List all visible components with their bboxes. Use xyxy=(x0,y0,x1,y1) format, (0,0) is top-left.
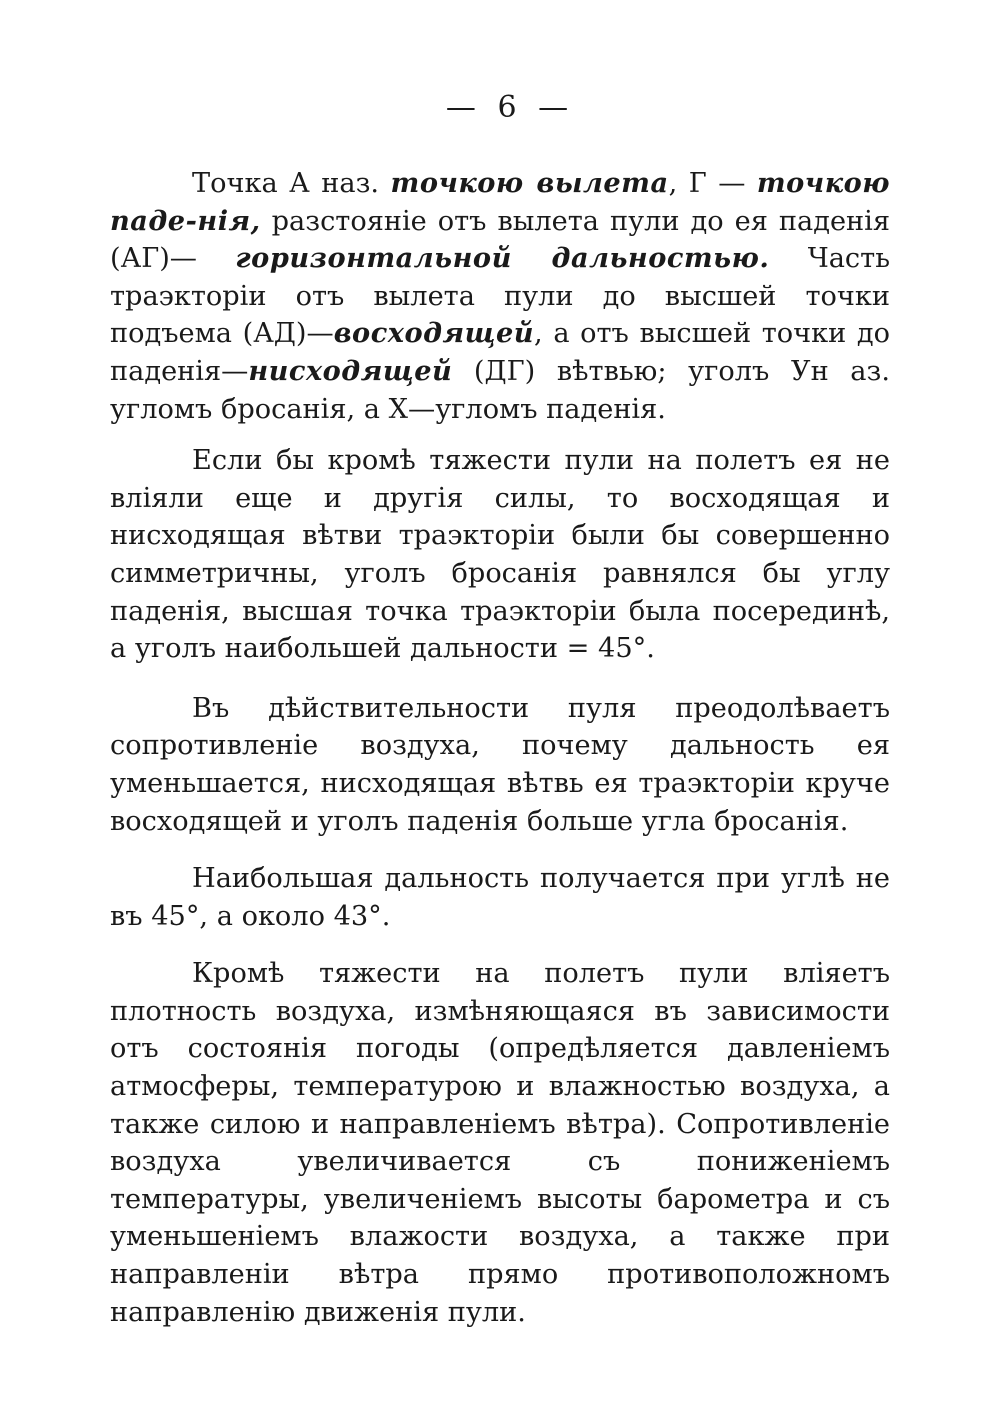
text-run: Въ дѣйствительности пуля преодолѣваетъ сопротивленіе воздуха, почему дальность ея уменьшается, нисходящая вѣтвь ея траэкторіи круче восходящей и уголъ паденія больше угла бросанія. xyxy=(110,692,890,837)
text-run: разстояніе отъ вылета пули до ея паденія (АГ)— xyxy=(110,205,890,275)
emphasis-term: горизонтальной дальностью. xyxy=(235,242,770,275)
text-run: , Г — xyxy=(668,168,757,199)
text-run: Наибольшая дальность получается при углѣ не въ 45°, а около 43°. xyxy=(110,863,890,932)
page-number: — 6 — xyxy=(445,90,575,125)
body-text xyxy=(110,165,890,1346)
emphasis-term: точкою вылета xyxy=(390,167,669,199)
emphasis-term: точкою паде-нія, xyxy=(110,167,890,237)
paragraph-1 xyxy=(110,165,890,428)
text-run: , а отъ высшей точки до паденія— xyxy=(110,318,890,387)
text-run: Если бы кромѣ тяжести пули на полетъ ея не вліяли еще и другія силы, то восходящая и нисходящая вѣтви траэкторіи были бы совершенно симметричны, уголъ бросанія равнялся бы углу паденія, высшая точка траэкторіи была посерединѣ, а уголъ наибольшей дальности = 45°. xyxy=(110,445,890,665)
text-run: (ДГ) вѣтвью; уголъ Ун аз. угломъ бросанія, а Х—угломъ паденія. xyxy=(110,355,890,425)
emphasis-term: нисходящей xyxy=(248,354,453,387)
paragraph-2 xyxy=(110,442,890,668)
text-run: Кромѣ тяжести на полетъ пули вліяетъ плотность воздуха, измѣняющаяся въ зависимости отъ состоянія погоды (опредѣляется давленіемъ атмосферы, температурою и влажностью воздуха, а также силою и направленіемъ вѣтра). Сопротивленіе воздуха увеличивается съ пониженіемъ температуры, увеличеніемъ высоты барометра и съ уменьшеніемъ влажости воздуха, а также при направленіи вѣтра прямо противоположномъ направленію движенія пули. xyxy=(110,958,890,1328)
text-run: Точка А наз. xyxy=(192,168,391,199)
emphasis-term: восходящей xyxy=(333,317,535,350)
text-run: Часть траэкторіи отъ вылета пули до высшей точки подъема (АД)— xyxy=(110,243,890,350)
paragraph-3 xyxy=(110,690,890,840)
paragraph-4 xyxy=(110,860,890,935)
paragraph-5 xyxy=(110,955,890,1331)
